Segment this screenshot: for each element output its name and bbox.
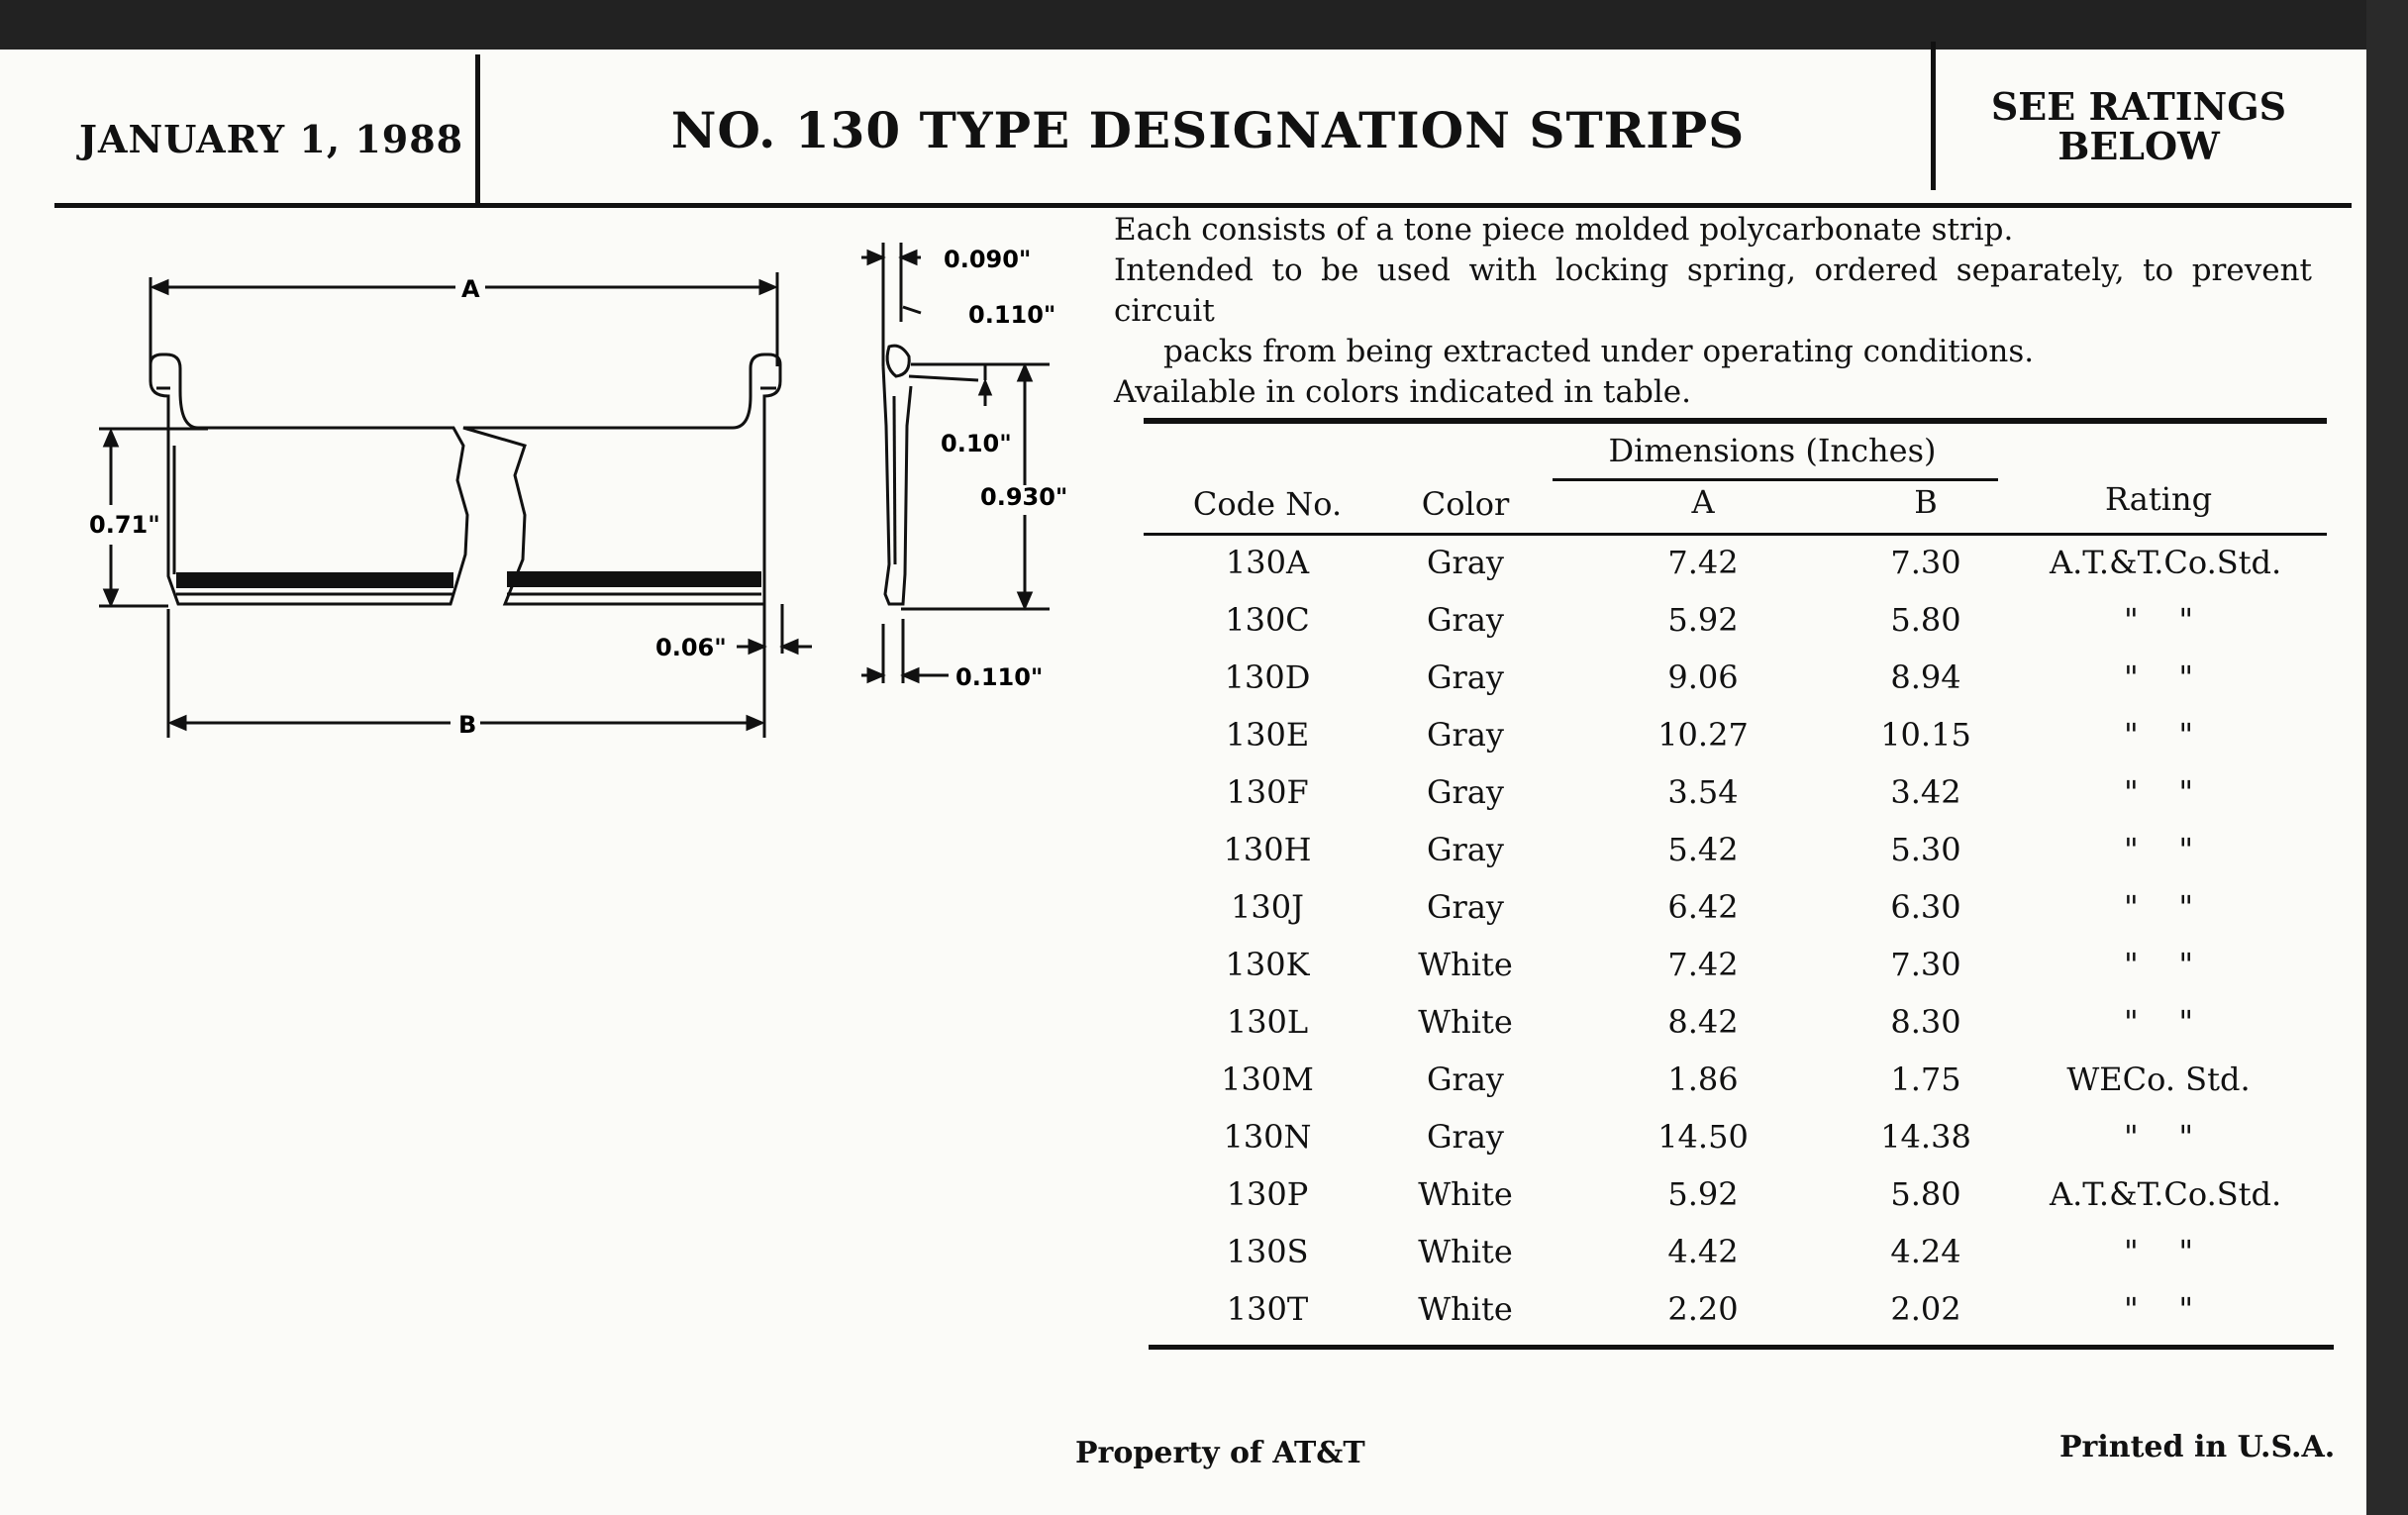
dimensions-group-rule <box>1553 478 1998 481</box>
cell-code: 130P <box>1226 1175 1309 1213</box>
scan-top-border <box>0 0 2408 50</box>
cell-color: White <box>1418 1175 1513 1213</box>
description-line-2: Intended to be used with locking spring, ordered separately, to prevent circuit <box>1114 252 2312 329</box>
cell-code: 130K <box>1225 946 1310 983</box>
cell-code: 130M <box>1221 1060 1314 1098</box>
cell-code: 130L <box>1226 1003 1309 1041</box>
cell-code: 130F <box>1226 773 1309 811</box>
rating-note-line2: BELOW <box>2057 124 2220 168</box>
description-line-3: Available in colors indicated in table. <box>1114 374 1691 410</box>
rating-note-line1: SEE RATINGS <box>1990 84 2287 129</box>
cell-dim-a: 2.20 <box>1667 1290 1739 1328</box>
cell-dim-b: 4.24 <box>1890 1233 1961 1270</box>
dimensions-group-header: Dimensions (Inches) <box>1608 432 1937 469</box>
cell-rating: " " <box>2123 773 2194 811</box>
cell-color: Gray <box>1426 773 1504 811</box>
cell-color: Gray <box>1426 888 1504 926</box>
cell-dim-b: 7.30 <box>1890 946 1961 983</box>
cell-dim-a: 7.42 <box>1667 946 1739 983</box>
cell-dim-b: 2.02 <box>1890 1290 1961 1328</box>
cell-code: 130N <box>1223 1118 1312 1156</box>
dim-label-006: 0.06" <box>655 634 727 661</box>
cell-dim-b: 14.38 <box>1880 1118 1971 1156</box>
cell-dim-a: 7.42 <box>1667 544 1739 581</box>
cell-dim-b: 8.30 <box>1890 1003 1961 1041</box>
cell-dim-b: 10.15 <box>1880 716 1971 754</box>
cell-rating: " " <box>2123 1118 2194 1156</box>
header-date: JANUARY 1, 1988 <box>79 117 464 161</box>
cell-dim-a: 8.42 <box>1667 1003 1739 1041</box>
cell-dim-b: 5.80 <box>1890 601 1961 639</box>
cell-code: 130J <box>1231 888 1304 926</box>
cell-dim-b: 6.30 <box>1890 888 1961 926</box>
cell-dim-a: 14.50 <box>1657 1118 1749 1156</box>
footer-property: Property of AT&T <box>1075 1436 1365 1470</box>
cell-code: 130H <box>1223 831 1312 868</box>
page-title: NO. 130 TYPE DESIGNATION STRIPS <box>670 101 1746 159</box>
cell-rating: " " <box>2123 658 2194 696</box>
cell-color: Gray <box>1426 716 1504 754</box>
dim-label-010: 0.10" <box>941 430 1012 457</box>
cell-dim-a: 5.42 <box>1667 831 1739 868</box>
description-line-1: Each consists of a tone piece molded polycarbonate strip. <box>1114 212 2014 248</box>
dim-label-0110-bottom: 0.110" <box>955 663 1044 691</box>
cell-rating: " " <box>2123 1003 2194 1041</box>
table-header-rule <box>1144 533 2327 536</box>
cell-color: White <box>1418 1290 1513 1328</box>
description-line-2-cont: packs from being extracted under operating conditions. <box>1163 334 2035 369</box>
col-header-a: A <box>1691 483 1715 521</box>
cell-color: White <box>1418 1003 1513 1041</box>
cell-color: Gray <box>1426 831 1504 868</box>
dim-label-0930: 0.930" <box>980 483 1068 511</box>
cell-rating: " " <box>2123 716 2194 754</box>
cell-rating: A.T.&T.Co.Std. <box>2050 544 2282 581</box>
cell-color: Gray <box>1426 1118 1504 1156</box>
header-divider-right <box>1931 42 1936 190</box>
cell-rating: A.T.&T.Co.Std. <box>2050 1175 2282 1213</box>
footer-printed: Printed in U.S.A. <box>2059 1430 2336 1464</box>
cell-code: 130S <box>1226 1233 1309 1270</box>
cell-dim-a: 6.42 <box>1667 888 1739 926</box>
dim-label-0090: 0.090" <box>944 246 1032 273</box>
strip-drawing <box>59 218 1089 772</box>
header-divider-left <box>475 54 480 203</box>
cell-dim-b: 8.94 <box>1890 658 1961 696</box>
cell-dim-a: 4.42 <box>1667 1233 1739 1270</box>
cell-dim-a: 5.92 <box>1667 601 1739 639</box>
cell-rating: " " <box>2123 1233 2194 1270</box>
cell-dim-b: 5.30 <box>1890 831 1961 868</box>
cell-color: White <box>1418 1233 1513 1270</box>
cell-dim-a: 5.92 <box>1667 1175 1739 1213</box>
cell-color: Gray <box>1426 544 1504 581</box>
header-rating-note <box>1941 84 2337 168</box>
scan-right-border <box>2366 0 2408 1515</box>
cell-rating: " " <box>2123 831 2194 868</box>
cell-dim-a: 1.86 <box>1667 1060 1739 1098</box>
cell-color: Gray <box>1426 1060 1504 1098</box>
cell-color: Gray <box>1426 601 1504 639</box>
dim-label-a: A <box>461 275 480 303</box>
cell-code: 130E <box>1225 716 1310 754</box>
cell-dim-b: 3.42 <box>1890 773 1961 811</box>
col-header-color: Color <box>1421 485 1510 523</box>
table-bottom-rule <box>1149 1345 2334 1350</box>
dim-label-0110-top: 0.110" <box>968 301 1056 329</box>
cell-code: 130C <box>1225 601 1310 639</box>
dim-label-071: 0.71" <box>89 511 160 539</box>
cell-dim-a: 9.06 <box>1667 658 1739 696</box>
cell-dim-b: 5.80 <box>1890 1175 1961 1213</box>
col-header-b: B <box>1914 483 1938 521</box>
table-top-rule <box>1144 418 2327 424</box>
cell-code: 130A <box>1225 544 1310 581</box>
cell-dim-b: 7.30 <box>1890 544 1961 581</box>
cell-dim-b: 1.75 <box>1890 1060 1961 1098</box>
cell-rating: " " <box>2123 888 2194 926</box>
dim-label-b: B <box>458 711 477 739</box>
cell-rating: " " <box>2123 1290 2194 1328</box>
col-header-rating: Rating <box>2104 480 2213 518</box>
cell-color: White <box>1418 946 1513 983</box>
cell-code: 130D <box>1224 658 1311 696</box>
description <box>1114 210 2312 413</box>
cell-dim-a: 10.27 <box>1657 716 1749 754</box>
col-header-code: Code No. <box>1192 485 1343 523</box>
header-rule <box>54 203 2352 208</box>
cell-rating: " " <box>2123 946 2194 983</box>
cell-color: Gray <box>1426 658 1504 696</box>
cell-dim-a: 3.54 <box>1667 773 1739 811</box>
cell-rating: WECo. Std. <box>2066 1060 2251 1098</box>
cell-rating: " " <box>2123 601 2194 639</box>
cell-code: 130T <box>1226 1290 1309 1328</box>
